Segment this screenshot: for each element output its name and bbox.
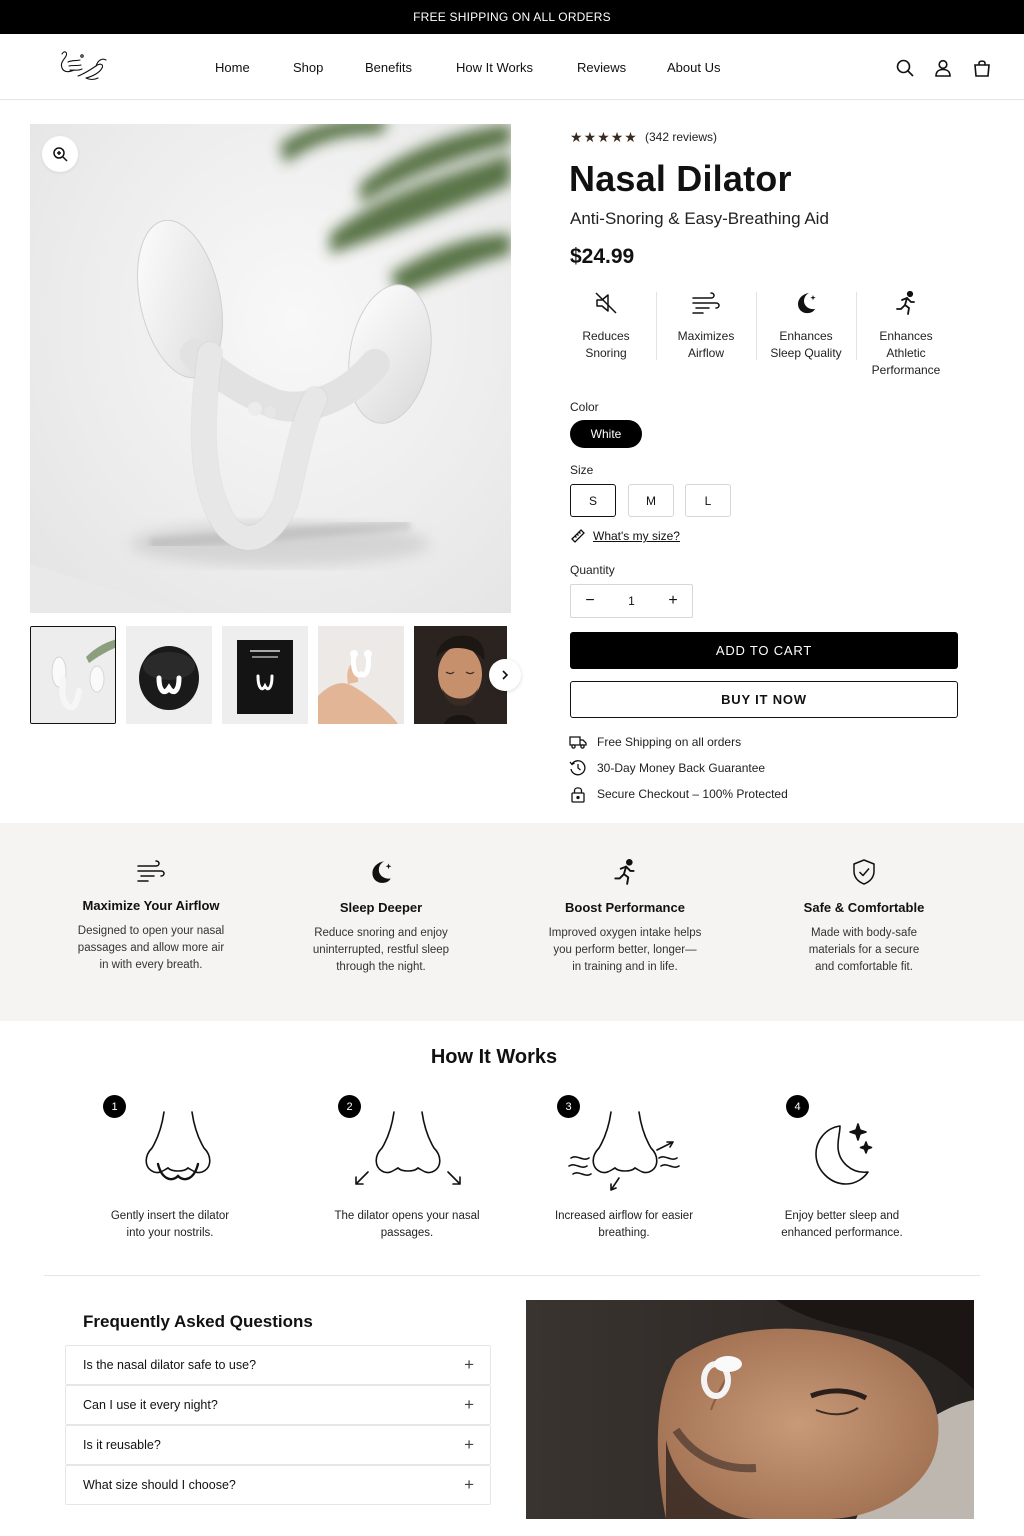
site-header [0, 34, 1024, 100]
step-number: 3 [557, 1095, 580, 1118]
step-number: 4 [786, 1095, 809, 1118]
feature-label: Reduces [582, 329, 630, 343]
benefit-performance [525, 858, 725, 976]
feature-label: Enhances [879, 329, 933, 343]
feature-maximizes-airflow [656, 290, 756, 362]
step-text-line: passages. [380, 1227, 434, 1239]
plus-icon: + [464, 1475, 474, 1494]
step-description [70, 1208, 270, 1242]
step-text-line: Increased airflow for easier [554, 1210, 694, 1222]
zoom-button[interactable] [42, 136, 78, 172]
benefit-airflow [51, 858, 251, 974]
thumbnail-box[interactable] [222, 626, 308, 724]
benefit-text: Designed to open your nasal [77, 925, 225, 937]
step-description [307, 1208, 507, 1242]
star-icon: ★ [570, 129, 583, 145]
star-icon: ★ [583, 129, 597, 145]
chevron-right-icon [499, 669, 511, 681]
quantity-label: Quantity [570, 563, 615, 577]
step-text-line: The dilator opens your nasal [334, 1210, 480, 1222]
faq-item[interactable] [65, 1385, 491, 1425]
moon-icon [793, 290, 819, 316]
benefit-title: Safe & Comfortable [803, 900, 925, 915]
nose-insert-illustration [118, 1106, 238, 1194]
color-label: Color [570, 400, 599, 414]
assurance-text: Secure Checkout – 100% Protected [597, 787, 788, 801]
faq-title: Frequently Asked Questions [83, 1312, 313, 1331]
benefit-text: through the night. [336, 961, 426, 973]
faq-item[interactable] [65, 1465, 491, 1505]
feature-enhances-sleep [756, 290, 856, 362]
section-divider [44, 1275, 980, 1276]
benefit-text: and comfortable fit. [815, 961, 913, 973]
size-option-s[interactable]: S [570, 484, 616, 517]
benefit-title: Sleep Deeper [339, 900, 423, 915]
money-back-clock-icon [569, 759, 587, 777]
star-icon: ★ [597, 129, 610, 145]
plus-icon: + [464, 1355, 474, 1374]
nav-reviews[interactable]: Reviews [577, 60, 627, 75]
assurance-shipping [569, 733, 741, 751]
step-description [524, 1208, 724, 1242]
faq-item[interactable] [65, 1425, 491, 1465]
assurance-text: Free Shipping on all orders [597, 735, 742, 749]
feature-reduces-snoring [556, 290, 656, 362]
feature-label: Sleep Quality [770, 346, 842, 360]
plus-icon: + [464, 1395, 474, 1414]
moon-stars-illustration [782, 1106, 902, 1194]
star-icon: ★ [610, 129, 624, 145]
size-option-l[interactable]: L [685, 484, 731, 517]
benefit-text: Reduce snoring and enjoy [314, 927, 448, 939]
running-person-icon [611, 858, 639, 886]
star-icon: ★ [624, 129, 637, 145]
feature-label: Airflow [687, 346, 724, 360]
main-product-image[interactable] [30, 124, 511, 613]
nav-about-us[interactable]: About Us [667, 60, 721, 75]
step-text-line: into your nostrils. [126, 1227, 214, 1239]
faq-item[interactable] [65, 1345, 491, 1385]
benefit-text: in training and in life. [572, 961, 678, 973]
truck-icon [569, 733, 587, 751]
step-text-line: Gently insert the dilator [110, 1210, 230, 1222]
benefit-text: passages and allow more air [77, 942, 225, 954]
nav-how-it-works[interactable]: How It Works [456, 60, 534, 75]
gallery-next-button[interactable] [489, 659, 521, 691]
quantity-decrease-button[interactable]: − [585, 592, 595, 609]
brand-logo[interactable] [56, 48, 112, 84]
reviews-count-link[interactable]: (342 reviews) [645, 130, 718, 144]
thumbnail-dilator[interactable] [30, 626, 116, 724]
feature-label: Athletic [886, 346, 926, 360]
sleeping-man-photo [526, 1300, 974, 1519]
feature-label: Snoring [585, 346, 627, 360]
mute-speaker-icon [593, 290, 619, 316]
wind-icon [691, 290, 721, 316]
add-to-cart-button[interactable]: ADD TO CART [570, 632, 958, 669]
search-icon[interactable] [895, 58, 915, 78]
nav-benefits[interactable]: Benefits [365, 60, 412, 75]
moon-icon [367, 858, 395, 886]
shield-check-icon [851, 858, 877, 886]
running-person-icon [893, 290, 919, 316]
step-text-line: breathing. [598, 1227, 650, 1239]
quantity-increase-button[interactable]: + [668, 592, 678, 609]
announcement-text: FREE SHIPPING ON ALL ORDERS [413, 10, 611, 24]
color-option-white[interactable]: White [570, 420, 642, 448]
quantity-value[interactable]: 1 [628, 594, 635, 608]
benefit-title: Maximize Your Airflow [82, 898, 220, 913]
nose-open-illustration [348, 1106, 468, 1194]
thumbnail-case[interactable] [126, 626, 212, 724]
size-label: Size [570, 463, 594, 477]
step-number: 2 [338, 1095, 361, 1118]
benefit-title: Boost Performance [565, 900, 685, 915]
faq-question: Can I use it every night? [83, 1398, 218, 1412]
zoom-in-icon [52, 146, 68, 162]
assurance-text: 30-Day Money Back Guarantee [597, 761, 766, 775]
step-number: 1 [103, 1095, 126, 1118]
benefit-text: in with every breath. [99, 959, 203, 971]
quantity-stepper [570, 584, 693, 618]
plus-icon: + [464, 1435, 474, 1454]
account-icon[interactable] [933, 58, 953, 78]
how-it-works-title: How It Works [430, 1046, 558, 1068]
faq-question: Is the nasal dilator safe to use? [83, 1358, 257, 1372]
lock-icon [569, 785, 587, 803]
benefit-text: materials for a secure [808, 944, 920, 956]
ruler-icon [570, 528, 586, 544]
feature-athletic-performance [856, 290, 956, 379]
wind-icon [136, 858, 166, 884]
product-subtitle: Anti-Snoring & Easy-Breathing Aid [570, 209, 829, 228]
step-text-line: Enjoy better sleep and [784, 1210, 900, 1222]
benefit-sleep [281, 858, 481, 976]
step-text-line: enhanced performance. [781, 1227, 903, 1239]
benefit-text: Improved oxygen intake helps [548, 927, 702, 939]
cart-bag-icon[interactable] [972, 58, 992, 78]
nav-home[interactable]: Home [215, 60, 250, 75]
size-guide-link[interactable]: What's my size? [593, 529, 680, 543]
product-price: $24.99 [570, 245, 635, 268]
feature-label: Performance [871, 363, 941, 377]
faq-question: What size should I choose? [83, 1478, 236, 1492]
benefit-text: uninterrupted, restful sleep [312, 944, 450, 956]
buy-it-now-button[interactable]: BUY IT NOW [570, 681, 958, 718]
nose-airflow-illustration [565, 1106, 685, 1194]
step-description [742, 1208, 942, 1242]
faq-question: Is it reusable? [83, 1438, 161, 1452]
assurance-secure-checkout [569, 785, 788, 803]
size-option-m[interactable]: M [628, 484, 674, 517]
announcement-bar [0, 0, 1024, 34]
rating-stars[interactable] [570, 130, 637, 144]
assurance-money-back [569, 759, 765, 777]
benefit-text: you perform better, longer— [553, 944, 697, 956]
benefit-safe [764, 858, 964, 976]
feature-label: Maximizes [677, 329, 735, 343]
nav-shop[interactable]: Shop [293, 60, 324, 75]
thumbnail-hand[interactable] [318, 626, 404, 724]
benefit-text: Made with body-safe [810, 927, 918, 939]
product-title: Nasal Dilator [569, 158, 792, 199]
feature-label: Enhances [779, 329, 833, 343]
